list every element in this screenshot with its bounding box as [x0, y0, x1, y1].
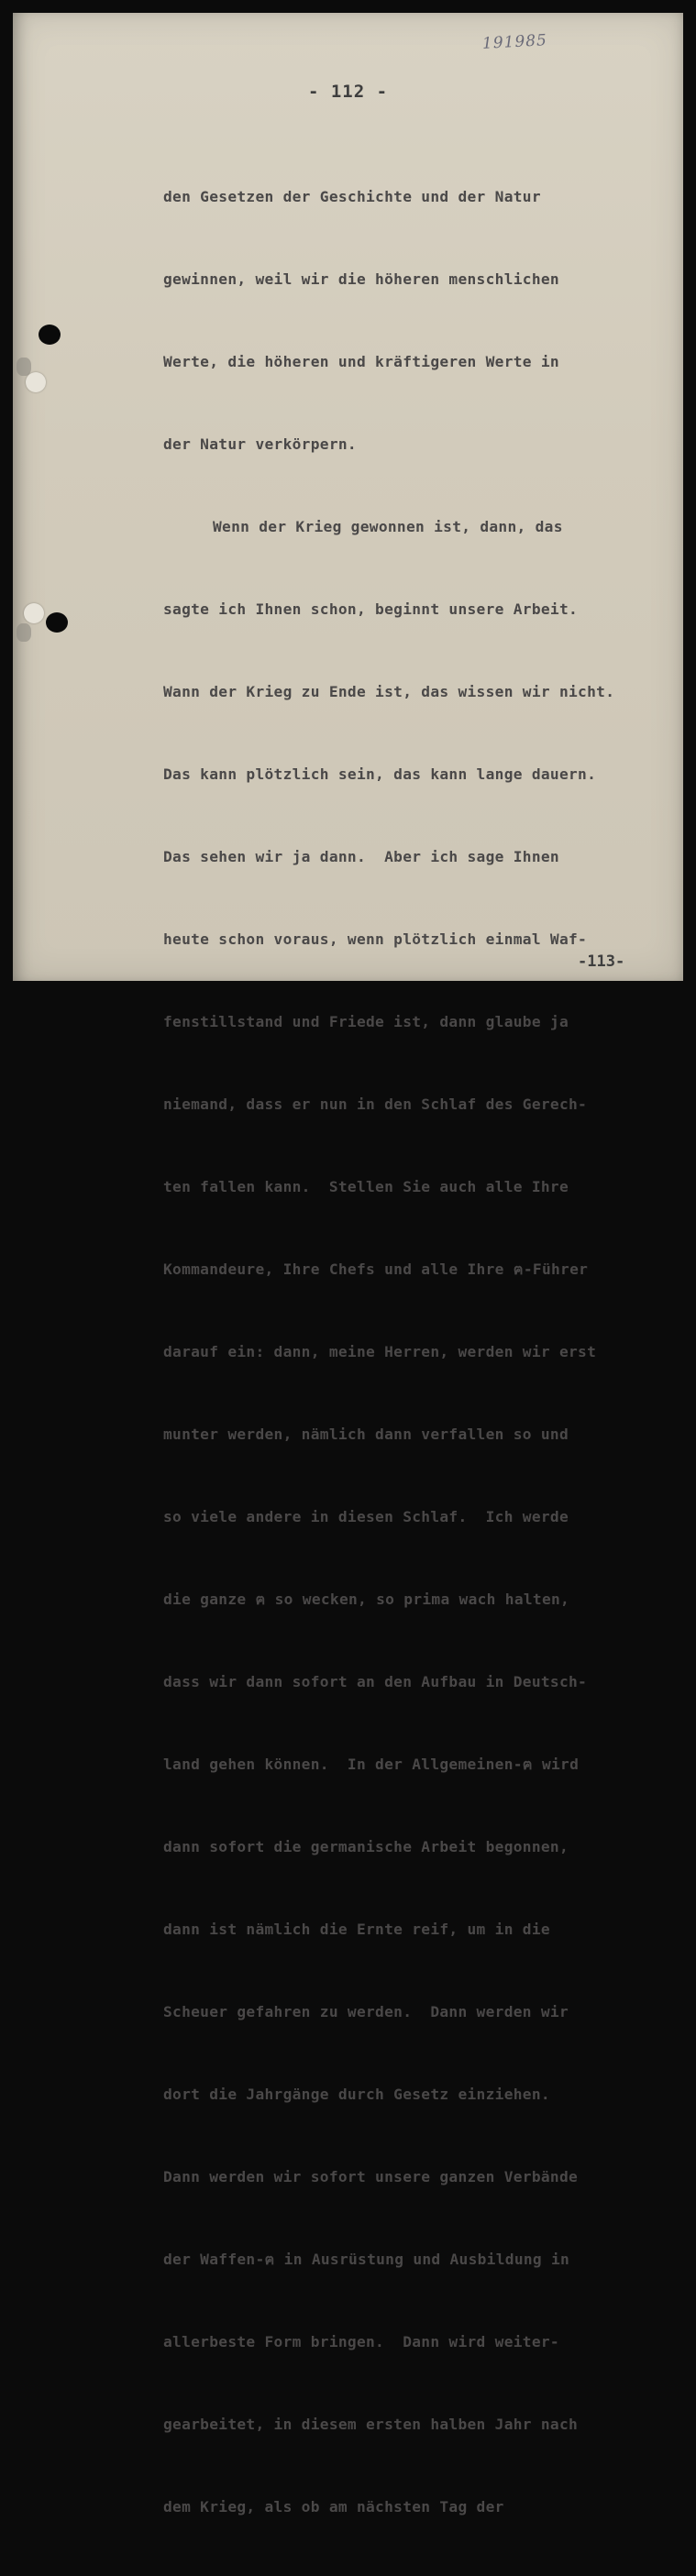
text-line: Wann der Krieg zu Ende ist, das wissen wir nicht. [163, 683, 615, 700]
text-line: ten fallen kann. Stellen Sie auch alle Ihre [163, 1178, 569, 1195]
text-line: den Gesetzen der Geschichte und der Natur [163, 188, 541, 205]
text-line: dann ist nämlich die Ernte reif, um in die [163, 1921, 550, 1938]
margin-mark [17, 623, 31, 642]
archive-number: 191985 [481, 31, 548, 53]
next-page-marker: -113- [578, 952, 625, 971]
text-line: gearbeitet, in diesem ersten halben Jahr nach [163, 2416, 579, 2433]
text-line: Das sehen wir ja dann. Aber ich sage Ihnen [163, 848, 559, 865]
text-line: land gehen können. In der Allgemeinen-ฅ wird [163, 1756, 580, 1773]
punch-hole [46, 612, 68, 633]
text-line: die ganze ฅ so wecken, so prima wach halten, [163, 1591, 570, 1608]
text-line: der Natur verkörpern. [163, 435, 357, 453]
text-line: niemand, dass er nun in den Schlaf des Gerech- [163, 1095, 588, 1113]
text-line: fenstillstand und Friede ist, dann glaube ja [163, 1013, 569, 1030]
text-line: dann sofort die germanische Arbeit begonnen, [163, 1838, 569, 1855]
margin-mark [17, 358, 31, 376]
text-line: darauf ein: dann, meine Herren, werden wir erst [163, 1343, 597, 1360]
text-line: der Waffen-ฅ in Ausrüstung und Ausbildung in [163, 2251, 570, 2268]
document-page [13, 13, 683, 2515]
text-line: Dann werden wir sofort unsere ganzen Verbände [163, 2168, 579, 2185]
text-line: so viele andere in diesen Schlaf. Ich werde [163, 1508, 569, 1525]
text-line: Scheuer gefahren zu werden. Dann werden wir [163, 2003, 569, 2020]
text-line: Das kann plötzlich sein, das kann lange dauern. [163, 765, 597, 783]
text-line: munter werden, nämlich dann verfallen so und [163, 1426, 569, 1443]
text-line: heute schon voraus, wenn plötzlich einmal Waf- [163, 930, 588, 948]
text-line: gewinnen, weil wir die höheren menschlichen [163, 270, 559, 288]
text-line: Werte, die höheren und kräftigeren Werte in [163, 353, 559, 370]
text-line: dort die Jahrgänge durch Gesetz einziehen. [163, 2086, 550, 2103]
text-line: Kommandeure, Ihre Chefs und alle Ihre ฅ-Führer [163, 1260, 589, 1278]
text-line: Wenn der Krieg gewonnen ist, dann, das [213, 518, 563, 535]
body-text [163, 128, 686, 2576]
punch-hole [39, 325, 61, 345]
punch-hole-light [26, 372, 46, 392]
punch-hole-light [24, 603, 44, 623]
text-line: dem Krieg, als ob am nächsten Tag der [163, 2498, 504, 2515]
page-number: - 112 - [307, 82, 389, 102]
text-line: sagte ich Ihnen schon, beginnt unsere Arbeit. [163, 600, 579, 618]
text-line: allerbeste Form bringen. Dann wird weiter- [163, 2333, 559, 2350]
text-line: dass wir dann sofort an den Aufbau in Deutsch- [163, 1673, 588, 1690]
